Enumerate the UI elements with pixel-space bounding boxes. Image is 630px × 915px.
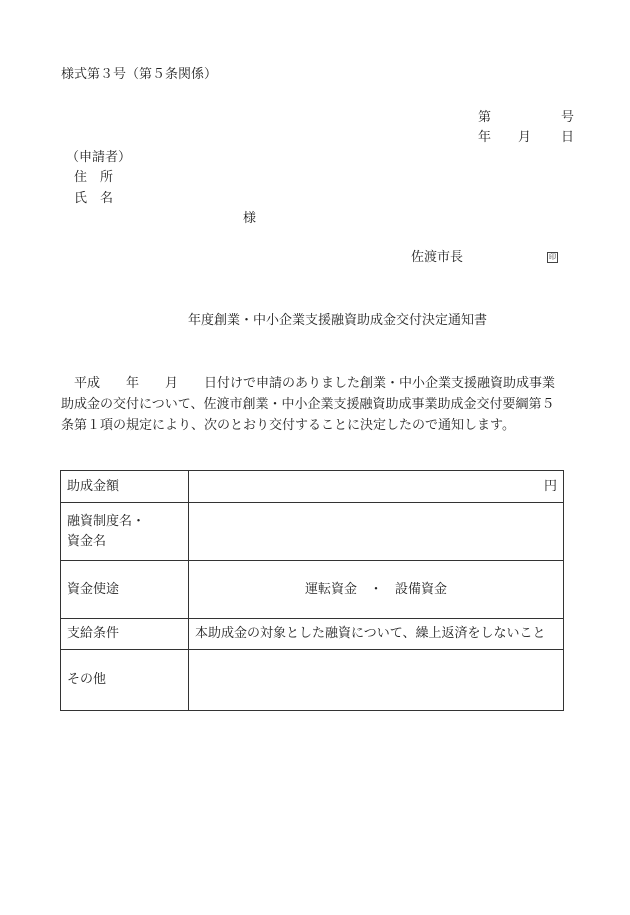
notice-body-line: 助成金の交付について、佐渡市創業・中小企業支援融資助成事業助成金交付要綱第５: [61, 397, 555, 412]
notice-body: [61, 373, 575, 436]
fund-use-separator: ・: [369, 581, 383, 597]
notice-body-line: 平成 年 月 日付けで申請のありました創業・中小企業支援融資助成事業: [61, 376, 556, 391]
table-row: [61, 619, 564, 650]
document-number-prefix: 第: [478, 110, 492, 125]
honorific: 様: [243, 211, 257, 226]
loan-program-label: [61, 503, 189, 561]
date-day-label: 日: [561, 130, 575, 145]
table-row: [61, 503, 564, 561]
table-row: [61, 650, 564, 711]
fund-use-value: [189, 561, 564, 619]
form-number: 様式第３号（第５条関係）: [61, 67, 218, 82]
document-title: 年度創業・中小企業支援融資助成金交付決定通知書: [188, 313, 488, 328]
loan-program-value: [189, 503, 564, 561]
document-number-suffix: 号: [561, 110, 575, 125]
grant-amount-value: 円: [189, 471, 564, 503]
issuer-title: 佐渡市長: [411, 250, 464, 265]
fund-use-option-equipment: 設備資金: [395, 581, 448, 597]
date-month-label: 月: [518, 130, 532, 145]
payment-conditions-label: 支給条件: [61, 619, 189, 650]
loan-program-label-line1: 融資制度名・: [67, 513, 146, 529]
table-row: [61, 561, 564, 619]
address-label: 住 所: [74, 170, 114, 185]
grant-details-table: [60, 470, 564, 711]
fund-use-option-operating: 運転資金: [304, 581, 357, 597]
grant-amount-label: 助成金額: [61, 471, 189, 503]
fund-use-label: 資金使途: [61, 561, 189, 619]
payment-conditions-value: 本助成金の対象とした融資について、繰上返済をしないこと: [189, 619, 564, 650]
seal-icon: 印: [549, 253, 556, 261]
loan-program-label-line2: 資金名: [67, 533, 107, 549]
other-label: その他: [61, 650, 189, 711]
date-year-label: 年: [478, 130, 492, 145]
notice-body-line: 条第１項の規定により、次のとおり交付することに決定したので通知します。: [61, 418, 515, 433]
applicant-label: （申請者）: [66, 150, 132, 165]
other-value: [189, 650, 564, 711]
name-label: 氏 名: [74, 191, 114, 206]
table-row: [61, 471, 564, 503]
